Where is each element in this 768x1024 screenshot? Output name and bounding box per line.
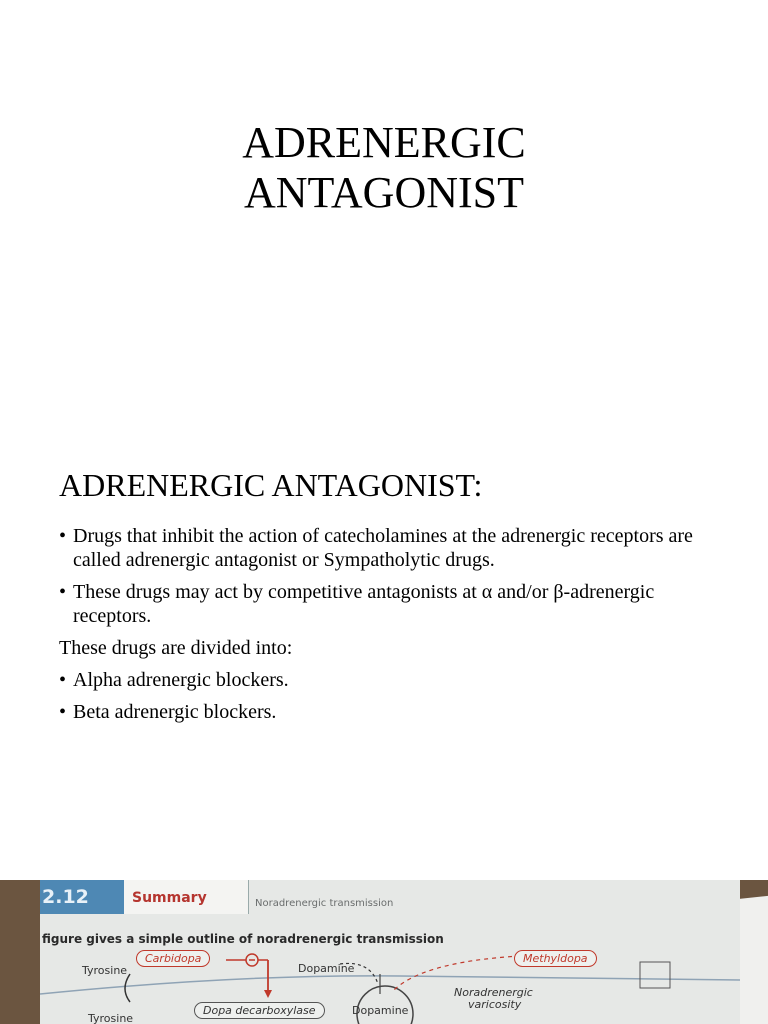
content-slide bbox=[0, 420, 768, 870]
label-varicosity: varicosity bbox=[468, 998, 522, 1011]
title-line-2: ANTAGONIST bbox=[243, 168, 524, 217]
bullet-list bbox=[59, 524, 699, 732]
subheading: Noradrenergic transmission bbox=[248, 880, 393, 914]
label-dopamine-vesicle: Dopamine bbox=[352, 1004, 409, 1017]
title-line-1: ADRENERGIC bbox=[242, 118, 526, 167]
bullet-dot: • bbox=[59, 525, 67, 547]
bullet-item bbox=[59, 668, 699, 692]
figure-caption: figure gives a simple outline of noradrenergic transmission bbox=[42, 932, 444, 946]
label-noradrenergic: Noradrenergic bbox=[454, 986, 533, 999]
label-tyrosine-bottom: Tyrosine bbox=[88, 1012, 134, 1024]
title-slide bbox=[0, 0, 768, 420]
label-dopa-decarboxylase: Dopa decarboxylase bbox=[194, 1002, 325, 1019]
textbook-photo bbox=[0, 880, 768, 1024]
label-tyrosine-top: Tyrosine bbox=[82, 964, 128, 977]
slide-title bbox=[0, 118, 768, 218]
bullet-dot: • bbox=[59, 669, 67, 691]
bullet-text: Beta adrenergic blockers. bbox=[73, 701, 277, 723]
bullet-item bbox=[59, 524, 699, 572]
content-title: ADRENERGIC ANTAGONIST: bbox=[59, 467, 483, 503]
bullet-item bbox=[59, 580, 699, 628]
bullet-text: Drugs that inhibit the action of catecholamines at the adrenergic receptors are called adrenergic antagonist or Sympatholytic drugs. bbox=[73, 525, 693, 571]
bullet-text: Alpha adrenergic blockers. bbox=[73, 669, 289, 691]
label-carbidopa: Carbidopa bbox=[136, 950, 210, 967]
bullet-dot: • bbox=[59, 581, 67, 603]
textbook-page bbox=[40, 880, 740, 1024]
plain-text: These drugs are divided into: bbox=[59, 637, 293, 659]
summary-label: Summary bbox=[124, 880, 248, 914]
bullet-text: These drugs may act by competitive antagonists at α and/or β-adrenergic receptors. bbox=[73, 581, 655, 627]
bullet-dot: • bbox=[59, 701, 67, 723]
label-methyldopa: Methyldopa bbox=[514, 950, 597, 967]
label-dopamine-top: Dopamine bbox=[298, 962, 355, 975]
figure-number: 2.12 bbox=[40, 880, 126, 914]
bullet-item bbox=[59, 700, 699, 724]
